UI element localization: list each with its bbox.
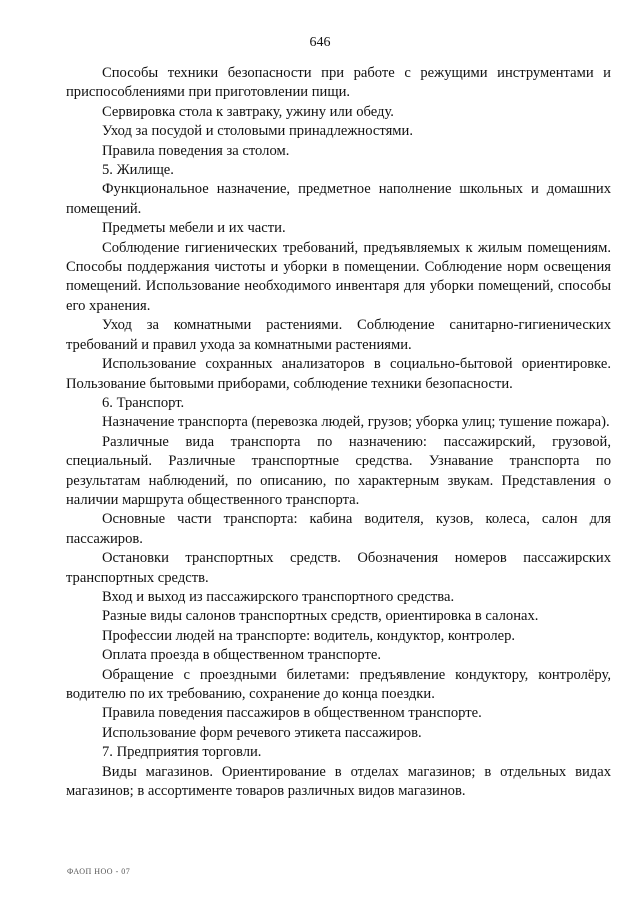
section-heading: 7. Предприятия торговли. <box>102 744 262 761</box>
paragraph: Сервировка стола к завтраку, ужину или обеду. <box>102 103 394 120</box>
paragraph: Использование форм речевого этикета пассажиров. <box>102 724 422 741</box>
paragraph: Виды магазинов. Ориентирование в отделах магазинов; в отдельных видах магазинов; в ассортименте товаров различных видов магазинов. <box>66 763 611 800</box>
paragraph: Основные части транспорта: кабина водителя, кузов, колеса, салон для пассажиров. <box>66 511 611 547</box>
paragraph: Способы техники безопасности при работе с режущими инструментами и приспособлениями при приготовлении пищи. <box>66 65 611 101</box>
page-number: 646 <box>309 35 331 50</box>
paragraph: Функциональное назначение, предметное наполнение школьных и домашних помещений. <box>66 181 611 217</box>
paragraph: Остановки транспортных средств. Обозначения номеров пассажирских транспортных средств. <box>66 550 611 586</box>
paragraph: Предметы мебели и их части. <box>102 220 286 237</box>
paragraph: Вход и выход из пассажирского транспортного средства. <box>102 588 455 605</box>
paragraph: Различные вида транспорта по назначению: пассажирский, грузовой, специальный. Различные транспортные средства. Узнавание транспорта по результатам наблюдений, по описанию, по характерным звукам. Представления о наличии маршрута общественного транспорта. <box>66 433 611 508</box>
paragraph: Правила поведения пассажиров в общественном транспорте. <box>102 705 482 722</box>
paragraph: Уход за комнатными растениями. Соблюдение санитарно-гигиенических требований и правил ухода за комнатными растениями. <box>66 317 611 353</box>
paragraph: Профессии людей на транспорте: водитель, кондуктор, контролер. <box>102 627 516 644</box>
paragraph: Соблюдение гигиенических требований, предъявляемых к жилым помещениям. Способы поддержания чистоты и уборки в помещении. Соблюдение норм освещения помещений. Использование необходимого инвентаря для уборки помещений, способы его хранения. <box>66 239 611 314</box>
paragraph: Обращение с проездными билетами: предъявление кондуктору, контролёру, водителю по их требованию, сохранение до конца поездки. <box>66 666 611 702</box>
section-heading: 6. Транспорт. <box>102 394 185 411</box>
paragraph: Оплата проезда в общественном транспорте. <box>102 647 382 664</box>
paragraph: Использование сохранных анализаторов в социально-бытовой ориентировке. Пользование бытовыми приборами, соблюдение техники безопасности. <box>66 356 611 392</box>
document-body <box>66 64 611 801</box>
section-heading: 5. Жилище. <box>102 162 174 179</box>
paragraph: Уход за посудой и столовыми принадлежностями. <box>102 123 413 140</box>
footer-mark: ФАОП НОО - 07 <box>67 867 131 876</box>
paragraph: Назначение транспорта (перевозка людей, грузов; уборка улиц; тушение пожара). <box>102 414 610 431</box>
paragraph: Правила поведения за столом. <box>102 142 290 159</box>
paragraph: Разные виды салонов транспортных средств, ориентировка в салонах. <box>102 608 539 625</box>
